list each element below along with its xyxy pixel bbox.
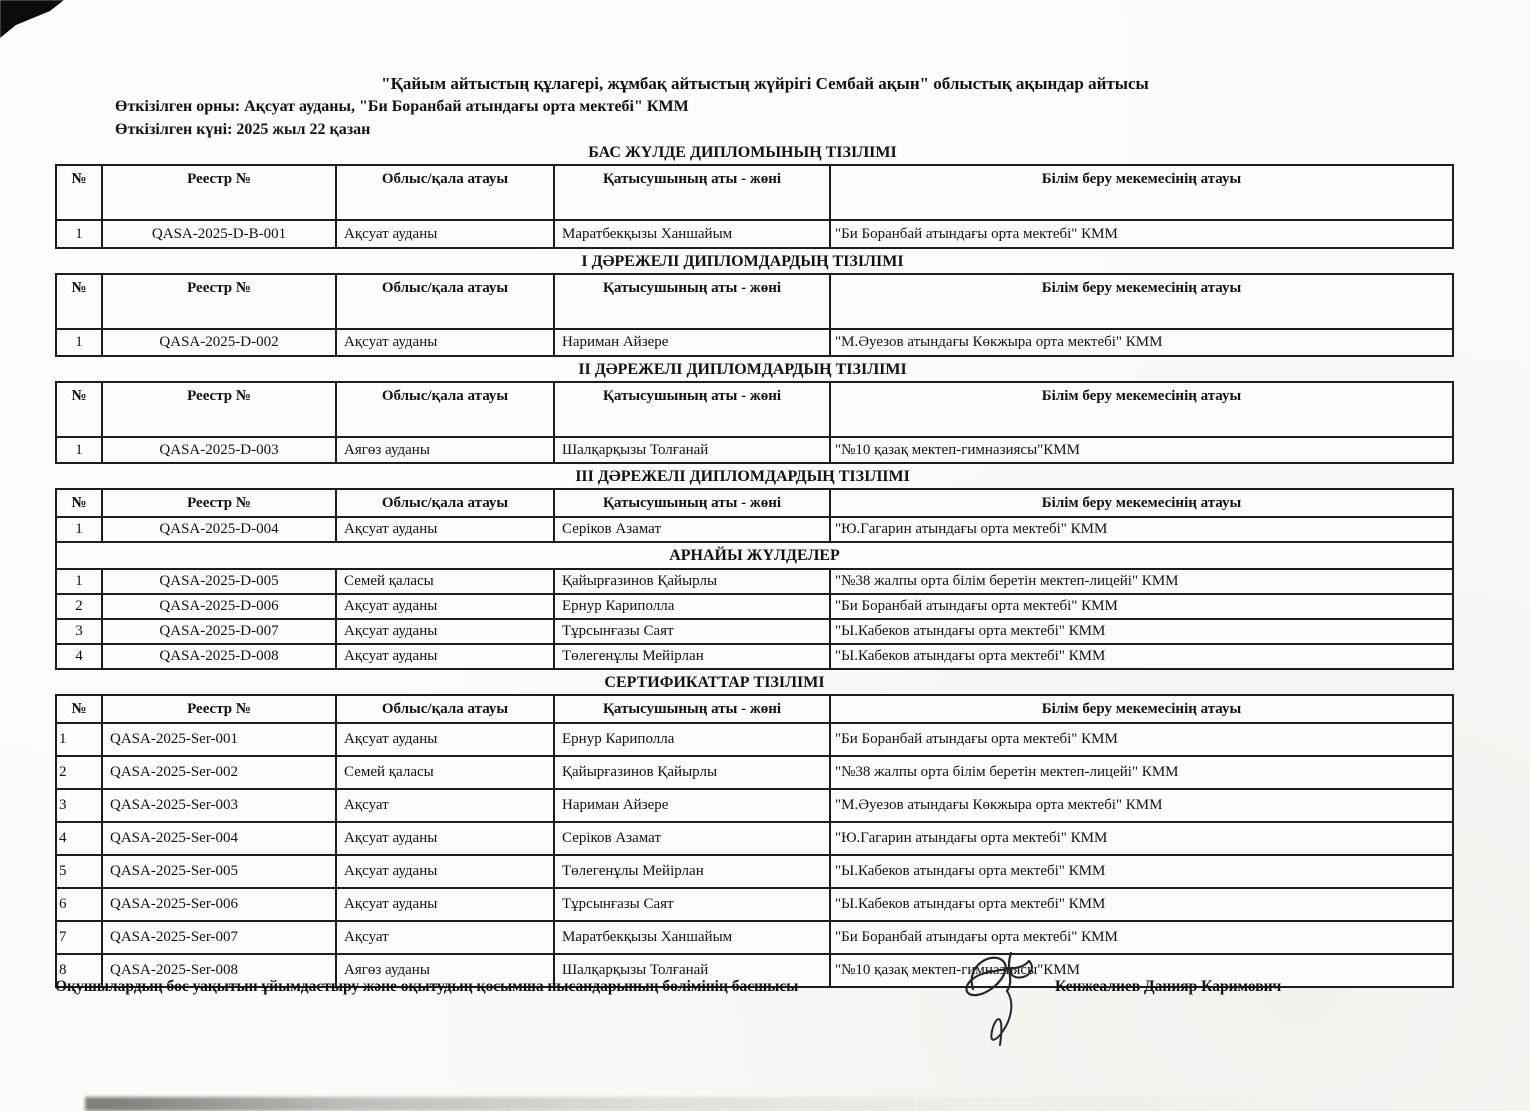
table-cell: "Ы.Кабеков атындағы орта мектебі" КММ [830, 619, 1453, 644]
table-row [56, 569, 1453, 594]
table-cell: QASA-2025-Ser-008 [102, 954, 336, 987]
table-cell: Төлегенұлы Мейірлан [554, 644, 830, 669]
table-cell: "Ю.Гагарин атындағы орта мектебі" КММ [830, 517, 1453, 542]
table-row [56, 619, 1453, 644]
table-cell: "Ю.Гагарин атындағы орта мектебі" КММ [830, 822, 1453, 855]
table-cell: QASA-2025-D-008 [102, 644, 336, 669]
table-cell: Ернур Кариполла [554, 594, 830, 619]
table-cell: Ақсуат ауданы [336, 329, 554, 356]
table-cell: Маратбекқызы Ханшайым [554, 921, 830, 954]
table-cell: 1 [56, 723, 102, 756]
table-row [56, 723, 1453, 756]
table-row [56, 517, 1453, 542]
column-header: Реестр № [102, 382, 336, 437]
column-header: Облыс/қала атауы [336, 165, 554, 220]
table-cell: "Би Боранбай атындағы орта мектебі" КММ [830, 594, 1453, 619]
table-cell: Ернур Кариполла [554, 723, 830, 756]
handwritten-signature-icon [945, 945, 1060, 1055]
table-cell: Ақсуат ауданы [336, 220, 554, 248]
table-row [56, 594, 1453, 619]
column-header: Білім беру мекемесінің атауы [830, 382, 1453, 437]
footer-role-text: Оқушылардың бос уақытын ұйымдастыру және оқытудың қосымша нысандарының бөлімінің басшысы [55, 978, 799, 995]
table-cell: 1 [56, 329, 102, 356]
scan-shadow [85, 1097, 1530, 1111]
table-cell: Төлегенұлы Мейірлан [554, 855, 830, 888]
table-header-row [56, 489, 1453, 517]
column-header: № [56, 382, 102, 437]
column-header: № [56, 695, 102, 723]
page-title: "Қайым айтыстың құлагері, жұмбақ айтыстың жүйрігі Сембай ақын" облыстық ақындар айтысы [381, 74, 1149, 93]
table-row [56, 220, 1453, 248]
column-header: Облыс/қала атауы [336, 274, 554, 329]
table-cell: Нариман Айзере [554, 329, 830, 356]
table-cell: Нариман Айзере [554, 789, 830, 822]
section-title: ІІІ ДӘРЕЖЕЛІ ДИПЛОМДАРДЫҢ ТІЗІЛІМІ [575, 468, 910, 485]
date-line: Өткізілген күні: 2025 жыл 22 қазан [115, 121, 371, 138]
column-header: Қатысушының аты - жөні [554, 489, 830, 517]
section-title: І ДӘРЕЖЕЛІ ДИПЛОМДАРДЫҢ ТІЗІЛІМІ [581, 253, 904, 270]
table-cell: "Ы.Кабеков атындағы орта мектебі" КММ [830, 855, 1453, 888]
column-header: Қатысушының аты - жөні [554, 274, 830, 329]
table-cell: "Би Боранбай атындағы орта мектебі" КММ [830, 921, 1453, 954]
table-header-row [56, 165, 1453, 220]
table-cell: 7 [56, 921, 102, 954]
table-row [56, 756, 1453, 789]
column-header: № [56, 489, 102, 517]
table-cell: Ақсуат [336, 921, 554, 954]
tables-area [55, 143, 1430, 988]
registry-table [55, 273, 1454, 357]
table-cell: QASA-2025-Ser-005 [102, 855, 336, 888]
column-header: Қатысушының аты - жөні [554, 382, 830, 437]
table-cell: QASA-2025-D-006 [102, 594, 336, 619]
column-header: № [56, 165, 102, 220]
table-cell: Шалқарқызы Толғанай [554, 954, 830, 987]
table-cell: QASA-2025-D-005 [102, 569, 336, 594]
table-row [56, 437, 1453, 463]
column-header: Реестр № [102, 274, 336, 329]
table-row [56, 888, 1453, 921]
table-cell: Семей қаласы [336, 569, 554, 594]
table-cell: QASA-2025-D-003 [102, 437, 336, 463]
table-header-row [56, 274, 1453, 329]
table-cell: Шалқарқызы Толғанай [554, 437, 830, 463]
table-cell: "№10 қазақ мектеп-гимназиясы"КММ [830, 437, 1453, 463]
table-cell: "Би Боранбай атындағы орта мектебі" КММ [830, 723, 1453, 756]
table-cell: 8 [56, 954, 102, 987]
table-cell: Ақсуат ауданы [336, 723, 554, 756]
table-cell: 4 [56, 644, 102, 669]
table-cell: Маратбекқызы Ханшайым [554, 220, 830, 248]
registry-table [55, 694, 1454, 988]
section-title: ІІ ДӘРЕЖЕЛІ ДИПЛОМДАРДЫҢ ТІЗІЛІМІ [578, 361, 907, 378]
subsection-title: АРНАЙЫ ЖҮЛДЕЛЕР [56, 542, 1453, 569]
table-cell: 4 [56, 822, 102, 855]
table-cell: 1 [56, 569, 102, 594]
table-cell: Ақсуат ауданы [336, 619, 554, 644]
table-cell: Ақсуат ауданы [336, 517, 554, 542]
column-header: Облыс/қала атауы [336, 382, 554, 437]
table-cell: QASA-2025-Ser-006 [102, 888, 336, 921]
table-cell: Қайырғазинов Қайырлы [554, 756, 830, 789]
table-cell: 3 [56, 619, 102, 644]
signer-name: Кенжеалиев Данияр Каримович [1055, 978, 1282, 995]
table-cell: Ақсуат ауданы [336, 822, 554, 855]
table-cell: QASA-2025-Ser-002 [102, 756, 336, 789]
column-header: Реестр № [102, 489, 336, 517]
table-cell: QASA-2025-D-007 [102, 619, 336, 644]
table-cell: QASA-2025-Ser-004 [102, 822, 336, 855]
table-cell: Ақсуат ауданы [336, 888, 554, 921]
section-title: СЕРТИФИКАТТАР ТІЗІЛІМІ [604, 674, 825, 691]
table-cell: 2 [56, 756, 102, 789]
registry-table [55, 381, 1454, 464]
column-header: № [56, 274, 102, 329]
column-header: Реестр № [102, 165, 336, 220]
table-cell: Аягөз ауданы [336, 437, 554, 463]
table-cell: Ақсуат ауданы [336, 594, 554, 619]
column-header: Білім беру мекемесінің атауы [830, 695, 1453, 723]
table-cell: 2 [56, 594, 102, 619]
registry-table [55, 488, 1454, 670]
table-cell: QASA-2025-Ser-001 [102, 723, 336, 756]
column-header: Білім беру мекемесінің атауы [830, 489, 1453, 517]
table-cell: Серіков Азамат [554, 822, 830, 855]
table-cell: Ақсуат ауданы [336, 644, 554, 669]
table-cell: "Ы.Кабеков атындағы орта мектебі" КММ [830, 888, 1453, 921]
column-header: Облыс/қала атауы [336, 695, 554, 723]
table-row [56, 789, 1453, 822]
column-header: Қатысушының аты - жөні [554, 165, 830, 220]
table-cell: Тұрсынғазы Саят [554, 619, 830, 644]
table-cell: 1 [56, 220, 102, 248]
table-cell: Ақсуат [336, 789, 554, 822]
table-header-row [56, 382, 1453, 437]
table-cell: "Ы.Кабеков атындағы орта мектебі" КММ [830, 644, 1453, 669]
table-cell: Серіков Азамат [554, 517, 830, 542]
table-cell: "М.Әуезов атындағы Көкжыра орта мектебі" КММ [830, 329, 1453, 356]
table-cell: QASA-2025-D-002 [102, 329, 336, 356]
table-cell: Аягөз ауданы [336, 954, 554, 987]
table-row [56, 329, 1453, 356]
table-header-row [56, 695, 1453, 723]
column-header: Қатысушының аты - жөні [554, 695, 830, 723]
table-cell: QASA-2025-Ser-003 [102, 789, 336, 822]
column-header: Білім беру мекемесінің атауы [830, 274, 1453, 329]
table-row [56, 822, 1453, 855]
table-cell: "М.Әуезов атындағы Көкжыра орта мектебі" КММ [830, 789, 1453, 822]
table-cell: 1 [56, 437, 102, 463]
table-cell: QASA-2025-D-004 [102, 517, 336, 542]
table-cell: "№38 жалпы орта білім беретін мектеп-лицейі" КММ [830, 569, 1453, 594]
venue-line: Өткізілген орны: Ақсуат ауданы, "Би Боранбай атындағы орта мектебі" КММ [115, 98, 689, 115]
section-title: БАС ЖҮЛДЕ ДИПЛОМЫНЫҢ ТІЗІЛІМІ [588, 144, 897, 161]
table-cell: 3 [56, 789, 102, 822]
table-cell: "Би Боранбай атындағы орта мектебі" КММ [830, 220, 1453, 248]
table-cell: 5 [56, 855, 102, 888]
table-cell: QASA-2025-D-B-001 [102, 220, 336, 248]
column-header: Облыс/қала атауы [336, 489, 554, 517]
table-cell: Қайырғазинов Қайырлы [554, 569, 830, 594]
subsection-title-row [56, 542, 1453, 569]
table-cell: 6 [56, 888, 102, 921]
table-cell: 1 [56, 517, 102, 542]
table-cell: Ақсуат ауданы [336, 855, 554, 888]
table-row [56, 855, 1453, 888]
column-header: Білім беру мекемесінің атауы [830, 165, 1453, 220]
registry-table [55, 164, 1454, 249]
table-row [56, 644, 1453, 669]
column-header: Реестр № [102, 695, 336, 723]
table-cell: "№38 жалпы орта білім беретін мектеп-лицейі" КММ [830, 756, 1453, 789]
table-cell: "№10 қазақ мектеп-гимназиясы"КММ [830, 954, 1453, 987]
table-cell: Тұрсынғазы Саят [554, 888, 830, 921]
table-cell: Семей қаласы [336, 756, 554, 789]
table-row [56, 921, 1453, 954]
table-cell: QASA-2025-Ser-007 [102, 921, 336, 954]
